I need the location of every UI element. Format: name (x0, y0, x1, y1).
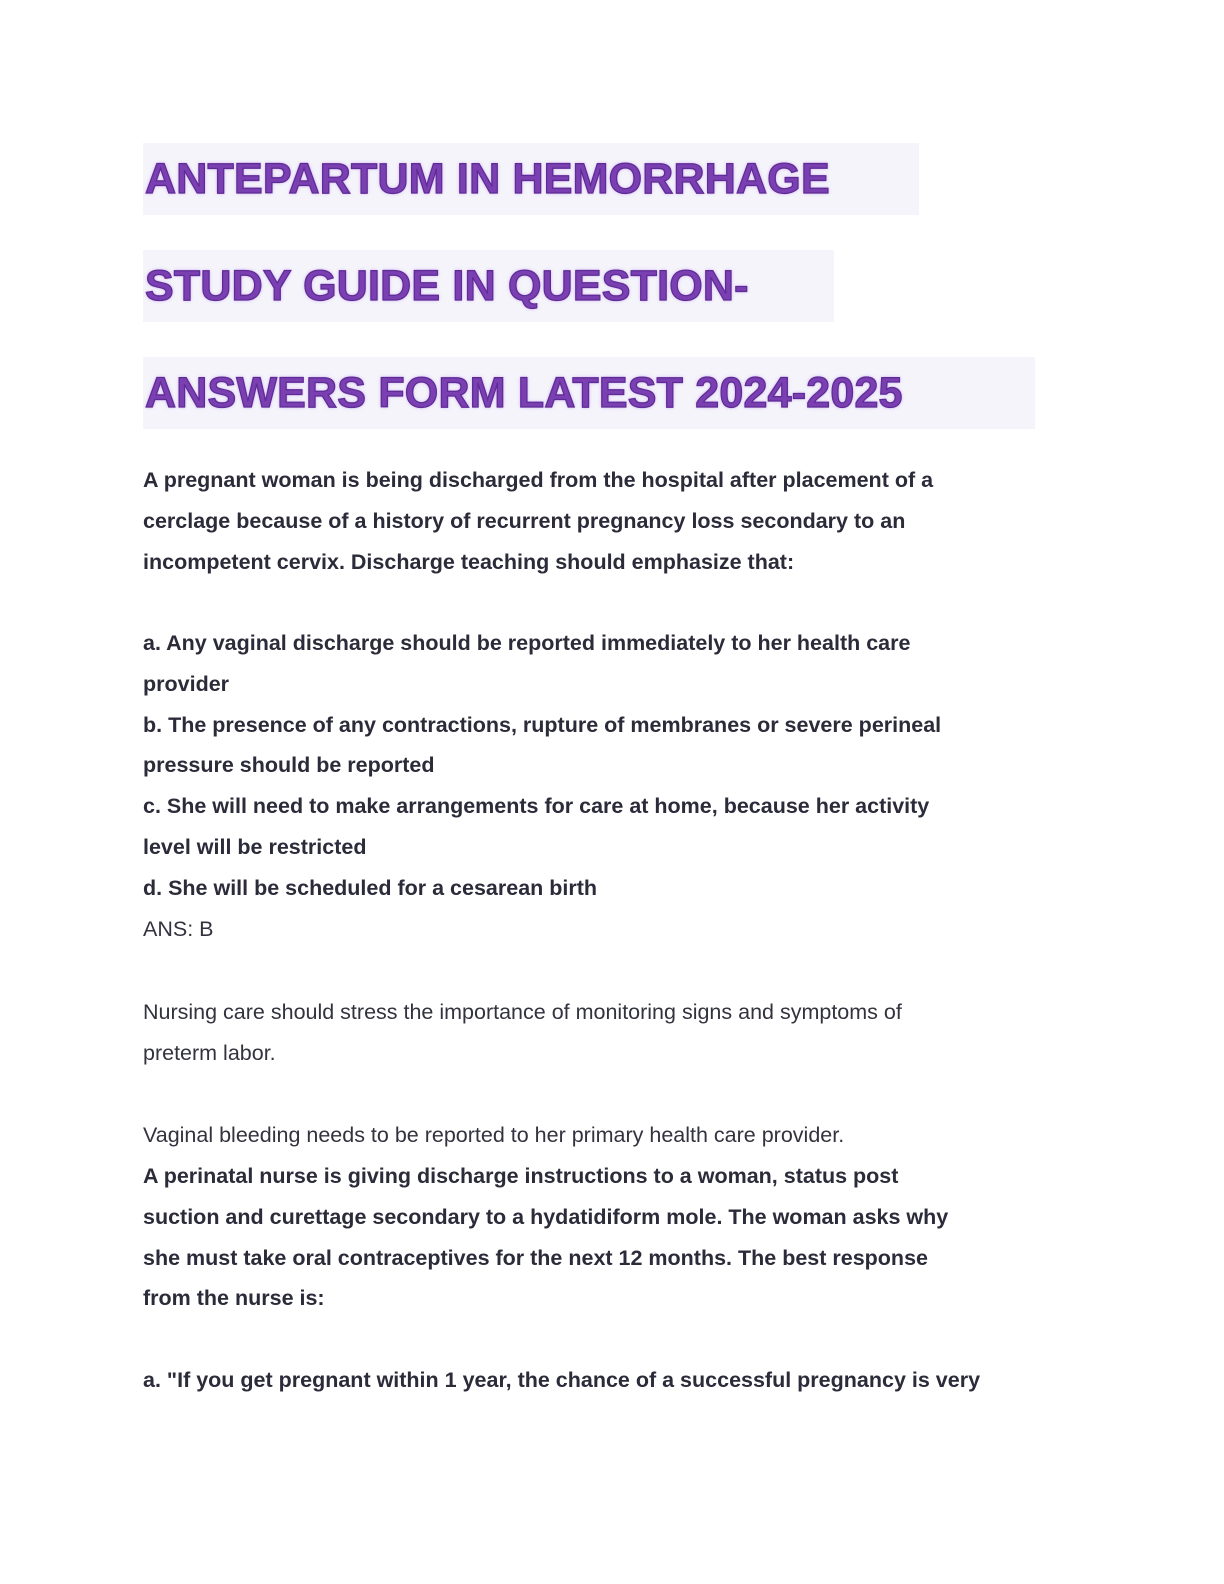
option-c-line: c. She will need to make arrangements for care at home, because her activity (143, 794, 930, 819)
stem-line: she must take oral contraceptives for the next 12 months. The best response (143, 1245, 928, 1270)
rationale-line: preterm labor. (143, 1040, 276, 1065)
option-b-line: b. The presence of any contractions, rupture of membranes or severe perineal (143, 712, 942, 737)
stem-line: A perinatal nurse is giving discharge instructions to a woman, status post (143, 1164, 899, 1188)
stem-line: suction and curettage secondary to a hydatidiform mole. The woman asks why (143, 1204, 949, 1229)
question-2-stem (143, 1156, 1083, 1319)
question-1-answer (143, 909, 1083, 950)
question-1-rationale-2 (143, 1115, 1083, 1156)
option-a-line: provider (143, 671, 230, 696)
option-b-line: pressure should be reported (143, 753, 435, 778)
title-text: ANTEPARTUM IN HEMORRHAGE (145, 154, 830, 203)
question-1-rationale (143, 992, 1083, 1074)
option-c-line: level will be restricted (143, 834, 367, 859)
title-line-2 (143, 250, 834, 322)
option-d-line: d. She will be scheduled for a cesarean birth (143, 875, 598, 900)
title-text: ANSWERS FORM LATEST 2024-2025 (145, 368, 903, 417)
question-2-options (143, 1360, 1083, 1401)
stem-line: incompetent cervix. Discharge teaching should emphasize that: (143, 549, 795, 574)
rationale-line: Nursing care should stress the importance of monitoring signs and symptoms of (143, 1000, 902, 1024)
answer-text: ANS: B (143, 917, 214, 941)
rationale-line: Vaginal bleeding needs to be reported to her primary health care provider. (143, 1123, 845, 1147)
option-a-line: a. Any vaginal discharge should be reported immediately to her health care (143, 631, 911, 655)
option-a-line: a. "If you get pregnant within 1 year, the chance of a successful pregnancy is very (143, 1368, 981, 1392)
stem-line: from the nurse is: (143, 1286, 325, 1311)
title-line-3 (143, 357, 1035, 429)
question-1-options (143, 623, 1083, 909)
title-line-1 (143, 143, 919, 215)
stem-line: cerclage because of a history of recurrent pregnancy loss secondary to an (143, 508, 906, 533)
question-1-stem (143, 460, 1083, 582)
title-text: STUDY GUIDE IN QUESTION- (145, 261, 749, 310)
stem-line: A pregnant woman is being discharged from the hospital after placement of a (143, 468, 934, 492)
